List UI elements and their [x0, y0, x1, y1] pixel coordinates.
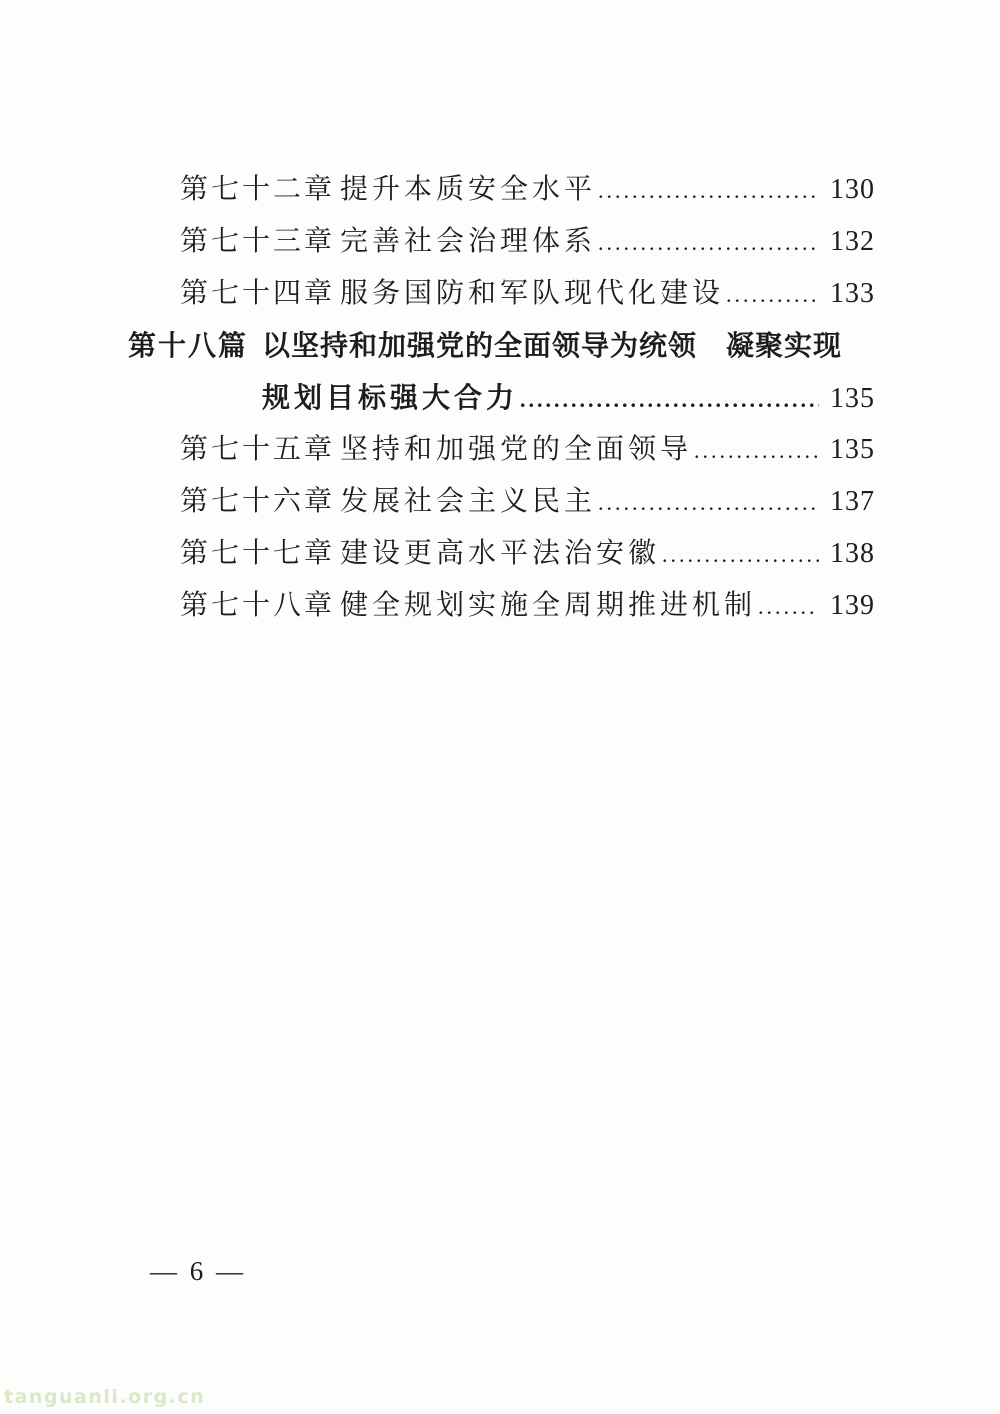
chapter-number: 第七十六章 [180, 486, 336, 517]
page-number-footer: — 6 — [150, 1256, 246, 1286]
dot-leader [726, 269, 819, 321]
part-number: 第十八篇 [128, 330, 249, 361]
chapter-title: 健全规划实施全周期推进机制 [340, 590, 757, 621]
chapter-title: 完善社会治理体系 [340, 226, 597, 257]
chapter-number: 第七十八章 [180, 590, 336, 621]
page-number: 138 [830, 538, 875, 569]
dot-leader [694, 425, 819, 477]
toc-entry [180, 580, 875, 632]
watermark: tanguanli.org.cn [4, 1386, 206, 1408]
page-number: 135 [830, 434, 875, 465]
chapter-number: 第七十四章 [180, 278, 336, 309]
dot-leader [598, 217, 819, 269]
page-number: 130 [830, 174, 875, 205]
chapter-number: 第七十七章 [180, 538, 336, 569]
chapter-title: 发展社会主义民主 [340, 486, 597, 517]
chapter-number: 第七十三章 [180, 226, 336, 257]
chapter-title: 坚持和加强党的全面领导 [340, 434, 693, 465]
toc-entry [180, 424, 875, 476]
dot-leader [598, 165, 819, 217]
page-number: 137 [830, 486, 875, 517]
part-title: 以坚持和加强党的全面领导为统领 凝聚实现 [262, 330, 843, 361]
chapter-number: 第七十五章 [180, 434, 336, 465]
toc-entry [180, 216, 875, 268]
table-of-contents [0, 164, 1000, 632]
page-number: 139 [830, 590, 875, 621]
dot-leader [520, 374, 819, 426]
toc-entry [180, 164, 875, 216]
dot-leader [758, 581, 819, 633]
dot-leader [598, 477, 819, 529]
toc-entry [180, 528, 875, 580]
toc-entry [180, 476, 875, 528]
chapter-title: 提升本质安全水平 [340, 174, 597, 205]
chapter-title: 服务国防和军队现代化建设 [340, 278, 725, 309]
page-number: 132 [830, 226, 875, 257]
part-title-continued: 规划目标强大合力 [262, 382, 519, 413]
chapter-title: 建设更高水平法治安徽 [340, 538, 661, 569]
toc-part-heading-line1 [128, 320, 875, 372]
dot-leader [662, 529, 819, 581]
chapter-number: 第七十二章 [180, 174, 336, 205]
toc-entry [180, 268, 875, 320]
page-number: 133 [830, 278, 875, 309]
page-number: 135 [830, 383, 875, 414]
toc-part-heading-line2 [262, 372, 875, 424]
